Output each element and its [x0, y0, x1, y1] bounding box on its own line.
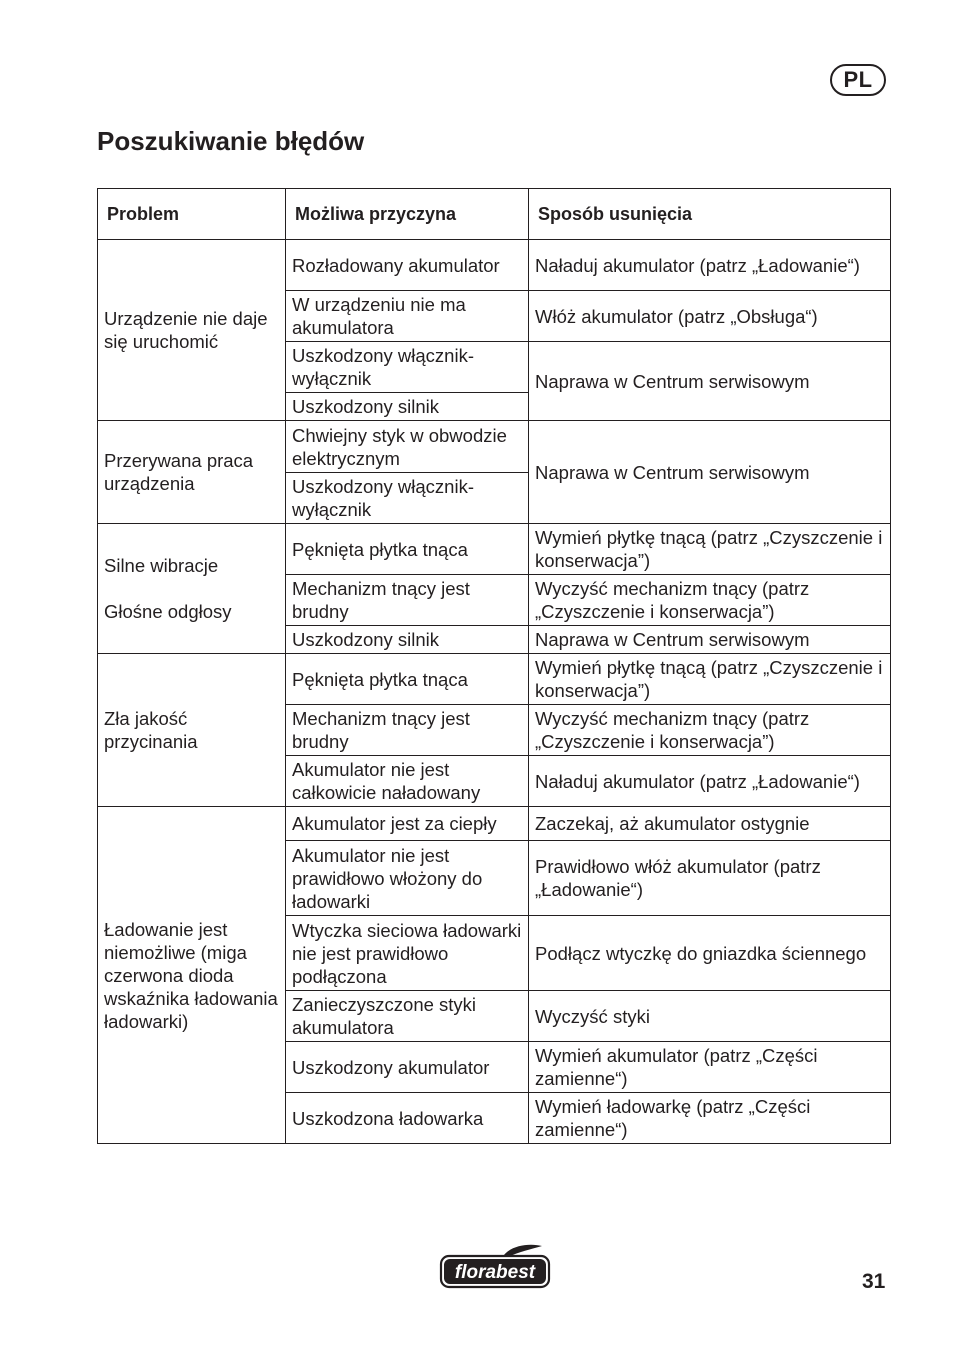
remedy-cell: Zaczekaj, aż akumulator ostygnie — [529, 807, 891, 841]
remedy-cell: Wymień akumulator (patrz „Części zamienne“) — [529, 1042, 891, 1093]
table-row — [98, 240, 891, 291]
cause-cell: Rozładowany akumulator — [286, 240, 529, 291]
language-badge: PL — [830, 64, 886, 96]
problem-text: Głośne odgłosy — [104, 601, 232, 622]
problem-cell — [98, 524, 286, 654]
table-row — [98, 807, 891, 841]
cause-cell: Uszkodzony silnik — [286, 626, 529, 654]
leaf-logo-icon — [438, 1243, 552, 1291]
header-remedy: Sposób usunięcia — [529, 189, 891, 240]
cause-cell: Akumulator nie jest całkowicie naładowany — [286, 756, 529, 807]
remedy-cell: Wyczyść mechanizm tnący (patrz „Czyszczenie i konserwacja”) — [529, 705, 891, 756]
problem-cell: Zła jakość przycinania — [98, 654, 286, 807]
page-number: 31 — [862, 1270, 886, 1293]
table-header-row — [98, 189, 891, 240]
remedy-cell: Naprawa w Centrum serwisowym — [529, 421, 891, 524]
cause-cell: W urządzeniu nie ma akumulatora — [286, 291, 529, 342]
remedy-cell: Wymień ładowarkę (patrz „Części zamienne“) — [529, 1093, 891, 1144]
remedy-cell: Naprawa w Centrum serwisowym — [529, 626, 891, 654]
cause-cell: Pęknięta płytka tnąca — [286, 524, 529, 575]
remedy-cell: Naprawa w Centrum serwisowym — [529, 342, 891, 421]
table-row — [98, 524, 891, 575]
remedy-cell: Włóż akumulator (patrz „Obsługa“) — [529, 291, 891, 342]
remedy-cell: Wymień płytkę tnącą (patrz „Czyszczenie i konserwacja”) — [529, 524, 891, 575]
cause-cell: Uszkodzony akumulator — [286, 1042, 529, 1093]
problem-text: Silne wibracje — [104, 555, 219, 576]
remedy-cell: Wyczyść styki — [529, 991, 891, 1042]
troubleshooting-table — [97, 188, 891, 1144]
remedy-cell: Wyczyść mechanizm tnący (patrz „Czyszczenie i konserwacja”) — [529, 575, 891, 626]
cause-cell: Uszkodzony włącznik-wyłącznik — [286, 473, 529, 524]
cause-cell: Akumulator jest za ciepły — [286, 807, 529, 841]
problem-cell: Ładowanie jest niemożliwe (miga czerwona dioda wskaźnika ładowania ładowarki) — [98, 807, 286, 1144]
header-problem: Problem — [98, 189, 286, 240]
cause-cell: Zanieczyszczone styki akumulatora — [286, 991, 529, 1042]
remedy-cell: Prawidłowo włóż akumulator (patrz „Ładowanie“) — [529, 841, 891, 916]
brand-name: florabest — [454, 1262, 536, 1283]
cause-cell: Wtyczka sieciowa ładowarki nie jest prawidłowo podłączona — [286, 916, 529, 991]
cause-cell: Chwiejny styk w obwodzie elektrycznym — [286, 421, 529, 473]
cause-cell: Mechanizm tnący jest brudny — [286, 705, 529, 756]
page-title: Poszukiwanie błędów — [97, 126, 365, 156]
cause-cell: Pęknięta płytka tnąca — [286, 654, 529, 705]
problem-cell: Urządzenie nie daje się uruchomić — [98, 240, 286, 421]
table-row — [98, 654, 891, 705]
cause-cell: Uszkodzona ładowarka — [286, 1093, 529, 1144]
problem-cell: Przerywana praca urządzenia — [98, 421, 286, 524]
remedy-cell: Naładuj akumulator (patrz „Ładowanie“) — [529, 240, 891, 291]
remedy-cell: Wymień płytkę tnącą (patrz „Czyszczenie i konserwacja”) — [529, 654, 891, 705]
cause-cell: Uszkodzony silnik — [286, 393, 529, 421]
remedy-cell: Naładuj akumulator (patrz „Ładowanie“) — [529, 756, 891, 807]
table-row — [98, 421, 891, 473]
cause-cell: Akumulator nie jest prawidłowo włożony do ładowarki — [286, 841, 529, 916]
cause-cell: Uszkodzony włącznik-wyłącznik — [286, 342, 529, 393]
header-cause: Możliwa przyczyna — [286, 189, 529, 240]
brand-logo — [438, 1243, 552, 1296]
cause-cell: Mechanizm tnący jest brudny — [286, 575, 529, 626]
remedy-cell: Podłącz wtyczkę do gniazdka ściennego — [529, 916, 891, 991]
